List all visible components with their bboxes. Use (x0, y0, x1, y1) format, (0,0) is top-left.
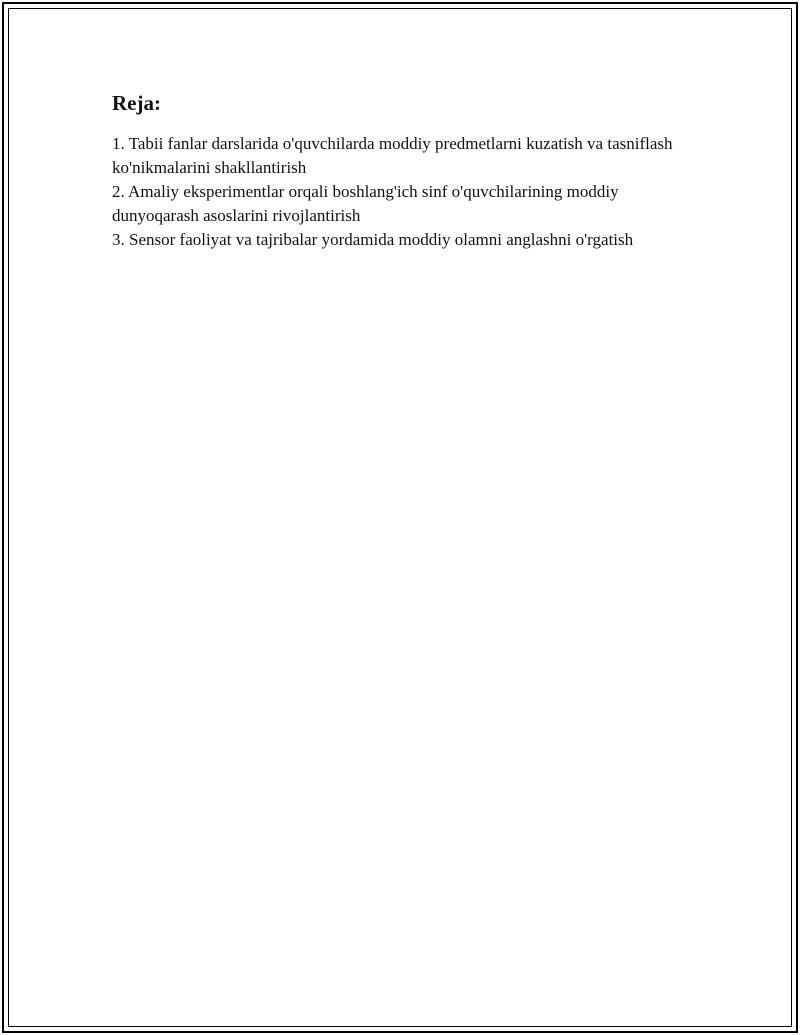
plan-item-2: 2. Amaliy eksperimentlar orqali boshlang'ich sinf o'quvchilarining moddiy dunyoqarash asoslarini rivojlantirish (112, 182, 619, 225)
document-body (112, 88, 692, 252)
plan-heading: Reja: (112, 91, 161, 115)
plan-list (112, 132, 692, 252)
plan-item-1: 1. Tabii fanlar darslarida o'quvchilarda moddiy predmetlarni kuzatish va tasniflash ko'nikmalarini shakllantirish (112, 134, 673, 177)
plan-item-3: 3. Sensor faoliyat va tajribalar yordamida moddiy olamni anglashni o'rgatish (112, 230, 634, 249)
